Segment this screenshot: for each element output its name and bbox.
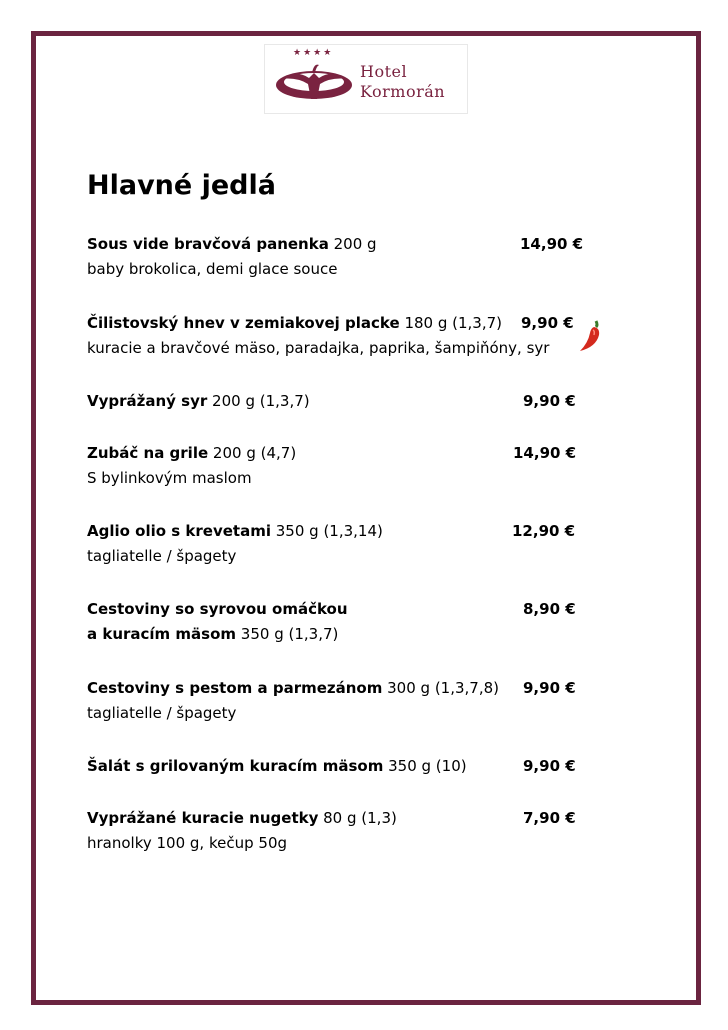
logo-stars: ★★★★ — [293, 48, 334, 58]
cormorant-logo-icon — [271, 51, 357, 109]
item-description: baby brokolica, demi glace souce — [87, 260, 338, 278]
item-price: 14,90 € — [520, 235, 584, 253]
item-price: 8,90 € — [523, 600, 576, 618]
item-description: tagliatelle / špagety — [87, 547, 237, 565]
item-name: Cestoviny s pestom a parmezánom — [87, 679, 383, 697]
item-price: 12,90 € — [512, 522, 576, 540]
page-title: Hlavné jedlá — [87, 170, 276, 201]
menu-item — [87, 389, 587, 414]
item-name-line2: a kuracím mäsom — [87, 625, 237, 643]
item-price: 7,90 € — [523, 809, 576, 827]
item-name: Aglio olio s krevetami — [87, 522, 271, 540]
menu-item — [87, 754, 587, 779]
item-description: tagliatelle / špagety — [87, 704, 237, 722]
item-name: Zubáč na grile — [87, 444, 209, 462]
item-name: Vyprážaný syr — [87, 392, 208, 410]
item-detail: 200 g (1,3,7) — [207, 392, 310, 410]
menu-item — [87, 806, 587, 856]
item-detail: 350 g (10) — [383, 757, 467, 775]
item-detail: 350 g (1,3,14) — [270, 522, 383, 540]
item-description: S bylinkovým maslom — [87, 469, 252, 487]
item-detail: 350 g (1,3,7) — [236, 625, 339, 643]
item-detail: 200 g (4,7) — [208, 444, 297, 462]
item-name: Sous vide bravčová panenka — [87, 235, 329, 253]
chili-pepper-icon — [574, 317, 606, 355]
item-name: Vyprážané kuracie nugetky — [87, 809, 319, 827]
logo-name-line2: Kormorán — [360, 82, 446, 101]
item-name: Čilistovský hnev v zemiakovej placke — [87, 314, 400, 332]
menu-item — [87, 676, 587, 726]
item-name: Šalát s grilovaným kuracím mäsom — [87, 757, 384, 775]
item-price: 9,90 € — [521, 314, 574, 332]
hotel-logo — [264, 44, 468, 114]
item-detail: 80 g (1,3) — [318, 809, 397, 827]
item-description: kuracie a bravčové mäso, paradajka, paprika, šampiňóny, syr — [87, 339, 550, 357]
item-detail: 180 g (1,3,7) — [399, 314, 503, 332]
logo-name-line1: Hotel — [360, 62, 408, 81]
menu-item — [87, 441, 587, 491]
item-price: 9,90 € — [523, 757, 576, 775]
menu-item — [87, 311, 587, 361]
item-price: 9,90 € — [523, 392, 576, 410]
item-detail: 300 g (1,3,7,8) — [382, 679, 500, 697]
item-price: 14,90 € — [513, 444, 577, 462]
menu-item — [87, 232, 587, 282]
item-name: Cestoviny so syrovou omáčkou — [87, 600, 348, 618]
item-price: 9,90 € — [523, 679, 576, 697]
item-detail: 200 g — [328, 235, 377, 253]
item-description: hranolky 100 g, kečup 50g — [87, 834, 288, 852]
menu-item — [87, 597, 587, 647]
